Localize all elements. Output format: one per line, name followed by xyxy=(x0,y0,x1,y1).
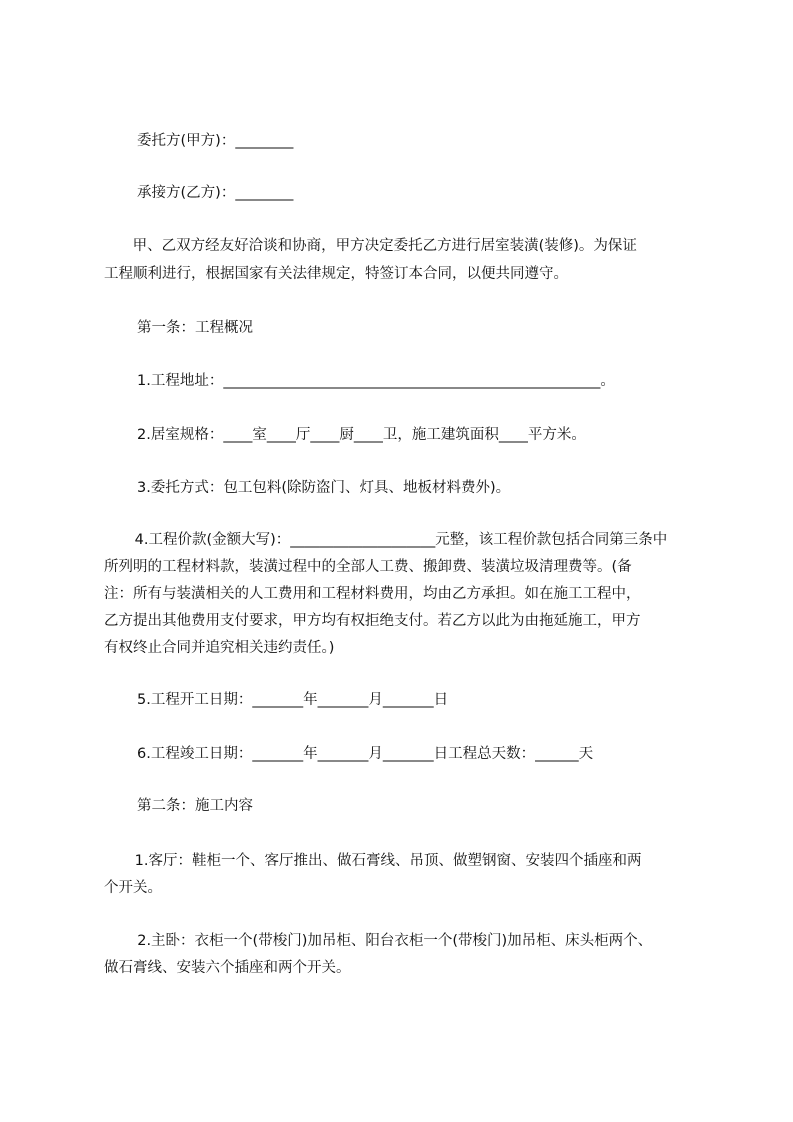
price-line: 有权终止合同并追究相关违约责任。) xyxy=(104,640,335,656)
price-line: 乙方提出其他费用支付要求，甲方均有权拒绝支付。若乙方以此为由拖延施工，甲方 xyxy=(104,613,641,629)
project-address: 1.工程地址：____________________________________________________。 xyxy=(137,373,615,389)
living-room-line: 个开关。 xyxy=(104,880,162,896)
article-2-title: 第二条：施工内容 xyxy=(137,798,253,814)
contractor-line: 承接方(乙方)：________ xyxy=(137,185,294,201)
room-spec: 2.居室规格：____室____厅____厨____卫，施工建筑面积____平方米。 xyxy=(137,427,586,443)
price-line: 注：所有与装潢相关的人工费用和工程材料费用，均由乙方承担。如在施工工程中， xyxy=(104,586,641,602)
end-date: 6.工程竣工日期：_______年_______月_______日工程总天数：______天 xyxy=(137,746,594,762)
client-line: 委托方(甲方)：________ xyxy=(137,133,294,149)
commission-method: 3.委托方式：包工包料(除防盗门、灯具、地板材料费外)。 xyxy=(137,480,511,496)
intro-line: 工程顺利进行，根据国家有关法律规定，特签订本合同，以便共同遵守。 xyxy=(104,266,568,282)
intro-line: 甲、乙双方经友好洽谈和协商，甲方决定委托乙方进行居室装潢(装修)。为保证 xyxy=(128,238,637,254)
article-1-title: 第一条：工程概况 xyxy=(137,320,253,336)
price-line: 所列明的工程材料款，装潢过程中的全部人工费、搬卸费、装潢垃圾清理费等。(备 xyxy=(104,559,632,575)
start-date: 5.工程开工日期：_______年_______月_______日 xyxy=(137,692,449,708)
price-line: 4.工程价款(金额大写)：____________________元整，该工程价款包括合同第三条中 xyxy=(130,532,668,548)
living-room-line: 1.客厅：鞋柜一个、客厅推出、做石膏线、吊顶、做塑钢窗、安装四个插座和两 xyxy=(130,853,642,869)
master-bedroom-line: 做石膏线、安装六个插座和两个开关。 xyxy=(104,960,351,976)
master-bedroom-line: 2.主卧：衣柜一个(带梭门)加吊柜、阳台衣柜一个(带梭门)加吊柜、床头柜两个、 xyxy=(128,933,653,949)
